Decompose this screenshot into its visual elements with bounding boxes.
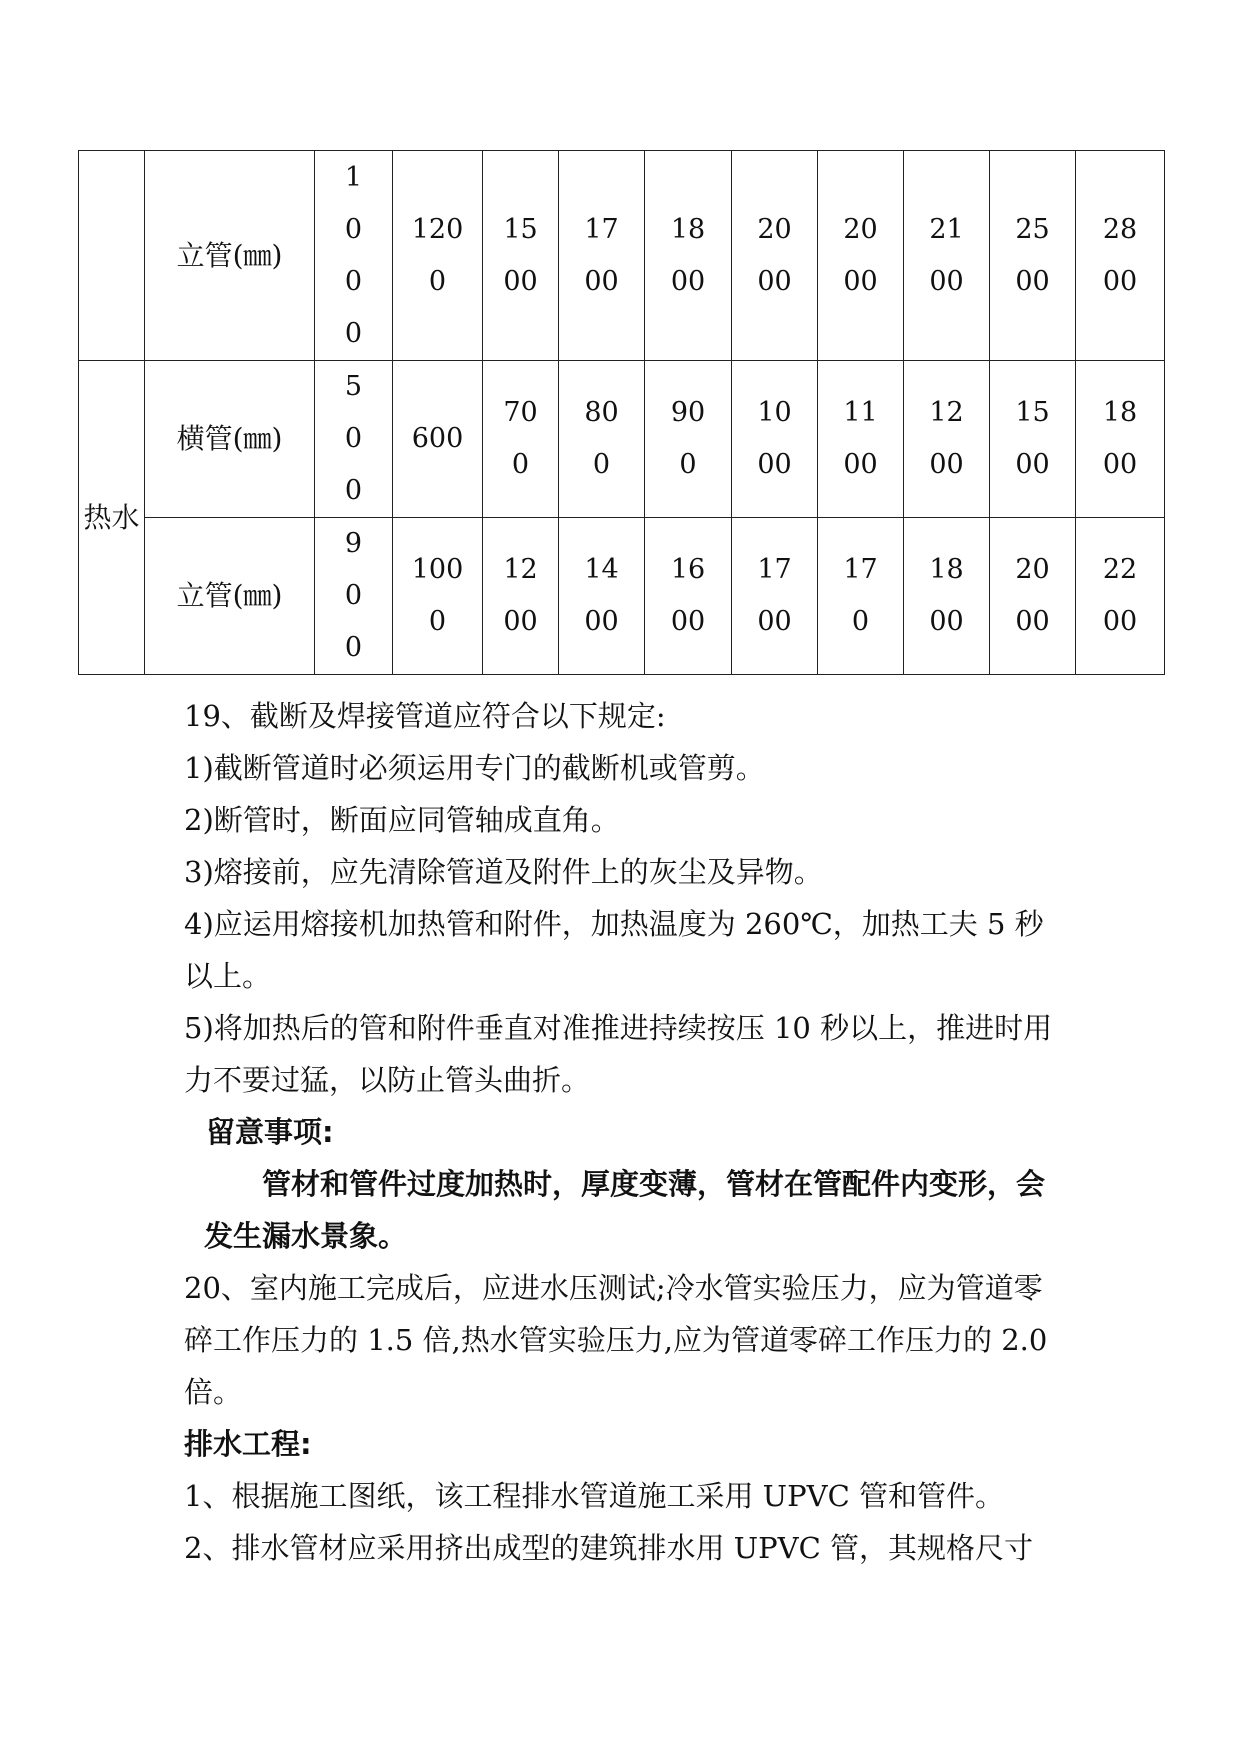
value-fragment: 20	[757, 213, 792, 245]
spacing-value-cell	[732, 518, 818, 675]
spacing-value-cell	[732, 151, 818, 361]
value-fragment: 0	[344, 632, 363, 663]
spacing-value-cell	[990, 151, 1076, 361]
table-row	[79, 151, 1165, 361]
para-19-5: 5)将加热后的管和附件垂直对准推进持续按压 10 秒以上，推进时用力不要过猛，以防止管头曲折。	[184, 1011, 1053, 1097]
spacing-value-cell	[393, 151, 483, 361]
value-fragment: 00	[929, 606, 964, 637]
value-fragment: 0	[511, 449, 530, 480]
spacing-value-cell	[1076, 518, 1165, 675]
value-fragment: 80	[584, 397, 619, 428]
para-19-1: 1)截断管道时必须运用专门的截断机或管剪。	[184, 751, 765, 785]
value-fragment: 15	[1015, 397, 1050, 428]
value-fragment: 00	[843, 449, 878, 480]
para-19: 19、截断及焊接管道应符合以下规定:	[184, 699, 666, 733]
spacing-value-cell	[393, 361, 483, 518]
value-fragment: 9	[344, 528, 363, 559]
value-fragment: 17	[757, 554, 792, 585]
spacing-value-cell	[483, 151, 559, 361]
value-fragment: 12	[929, 397, 964, 428]
value-fragment: 0	[344, 475, 363, 506]
spacing-value-cell	[559, 151, 645, 361]
category-cell-empty	[79, 151, 145, 361]
value-fragment: 11	[843, 397, 878, 428]
spacing-value-cell	[645, 518, 732, 675]
spacing-value-cell	[315, 151, 393, 361]
para-19-2: 2)断管时，断面应同管轴成直角。	[184, 803, 620, 837]
spacing-value-cell	[990, 361, 1076, 518]
value-fragment: 00	[1015, 449, 1050, 480]
value-fragment: 00	[929, 265, 964, 297]
value-fragment: 20	[843, 213, 878, 245]
spacing-value-cell	[483, 518, 559, 675]
spacing-value-cell	[1076, 151, 1165, 361]
spacing-value-cell	[1076, 361, 1165, 518]
value-fragment: 00	[584, 606, 619, 637]
spacing-value-cell	[315, 361, 393, 518]
spacing-value-cell	[645, 151, 732, 361]
value-fragment: 00	[1015, 606, 1050, 637]
value-fragment: 17	[843, 554, 878, 585]
value-fragment: 0	[344, 423, 363, 454]
value-fragment: 70	[503, 397, 538, 428]
value-fragment: 120	[411, 213, 464, 245]
value-fragment: 0	[344, 265, 363, 297]
spacing-value-cell	[483, 361, 559, 518]
pipe-spacing-table	[78, 150, 1165, 675]
value-fragment: 15	[503, 213, 538, 245]
spacing-value-cell	[315, 518, 393, 675]
drain-item-2: 2、排水管材应采用挤出成型的建筑排水用 UPVC 管，其规格尺寸	[184, 1531, 1033, 1565]
spacing-value-cell	[818, 361, 904, 518]
value-fragment: 0	[428, 606, 447, 637]
value-fragment: 0	[344, 580, 363, 611]
value-fragment: 18	[929, 554, 964, 585]
table-row	[79, 361, 1165, 518]
para-19-3: 3)熔接前，应先清除管道及附件上的灰尘及异物。	[184, 855, 823, 889]
value-fragment: 0	[344, 317, 363, 349]
value-fragment: 00	[1102, 449, 1138, 480]
drain-title: 排水工程:	[184, 1427, 312, 1461]
value-fragment: 0	[344, 213, 363, 245]
value-fragment: 17	[584, 213, 619, 245]
note-title: 留意事项:	[206, 1115, 334, 1149]
value-fragment: 10	[757, 397, 792, 428]
value-fragment: 90	[670, 397, 706, 428]
value-fragment: 12	[503, 554, 538, 585]
spacing-value-cell	[904, 518, 990, 675]
pipe-type-label: 立管(㎜)	[145, 151, 315, 361]
category-cell-hot-water: 热水	[79, 361, 145, 675]
value-fragment: 0	[679, 449, 697, 480]
value-fragment: 00	[1015, 265, 1050, 297]
value-fragment: 00	[670, 265, 706, 297]
para-20: 20、室内施工完成后，应进水压测试;冷水管实验压力，应为管道零碎工作压力的 1.5 倍,热水管实验压力,应为管道零碎工作压力的 2.0 倍。	[184, 1271, 1048, 1409]
value-fragment: 00	[757, 606, 792, 637]
spacing-value-cell	[732, 361, 818, 518]
value-fragment: 600	[411, 423, 464, 454]
pipe-type-label: 横管(㎜)	[145, 361, 315, 518]
value-fragment: 00	[757, 449, 792, 480]
value-fragment: 00	[1102, 606, 1138, 637]
note-body: 管材和管件过度加热时，厚度变薄，管材在管配件内变形，会发生漏水景象。	[204, 1167, 1046, 1253]
table-row	[79, 518, 1165, 675]
spacing-value-cell	[393, 518, 483, 675]
value-fragment: 20	[1015, 554, 1050, 585]
value-fragment: 00	[503, 606, 538, 637]
value-fragment: 21	[929, 213, 964, 245]
value-fragment: 14	[584, 554, 619, 585]
value-fragment: 0	[851, 606, 870, 637]
value-fragment: 00	[757, 265, 792, 297]
value-fragment: 00	[929, 449, 964, 480]
spacing-value-cell	[990, 518, 1076, 675]
value-fragment: 1	[344, 161, 363, 193]
value-fragment: 22	[1102, 554, 1138, 585]
drain-item-1: 1、根据施工图纸，该工程排水管道施工采用 UPVC 管和管件。	[184, 1479, 1004, 1513]
value-fragment: 28	[1102, 213, 1138, 245]
spacing-value-cell	[559, 518, 645, 675]
spacing-value-cell	[904, 151, 990, 361]
pipe-type-label: 立管(㎜)	[145, 518, 315, 675]
value-fragment: 5	[344, 371, 363, 402]
value-fragment: 100	[411, 554, 464, 585]
spacing-value-cell	[818, 518, 904, 675]
value-fragment: 18	[1102, 397, 1138, 428]
value-fragment: 0	[428, 265, 447, 297]
value-fragment: 00	[1102, 265, 1138, 297]
spacing-value-cell	[559, 361, 645, 518]
spacing-value-cell	[645, 361, 732, 518]
spacing-value-cell	[904, 361, 990, 518]
spacing-value-cell	[818, 151, 904, 361]
value-fragment: 00	[843, 265, 878, 297]
value-fragment: 25	[1015, 213, 1050, 245]
value-fragment: 18	[670, 213, 706, 245]
para-19-4: 4)应运用熔接机加热管和附件，加热温度为 260℃，加热工夫 5 秒以上。	[184, 907, 1044, 993]
value-fragment: 0	[592, 449, 611, 480]
value-fragment: 00	[584, 265, 619, 297]
value-fragment: 00	[503, 265, 538, 297]
value-fragment: 00	[670, 606, 706, 637]
value-fragment: 16	[670, 554, 706, 585]
